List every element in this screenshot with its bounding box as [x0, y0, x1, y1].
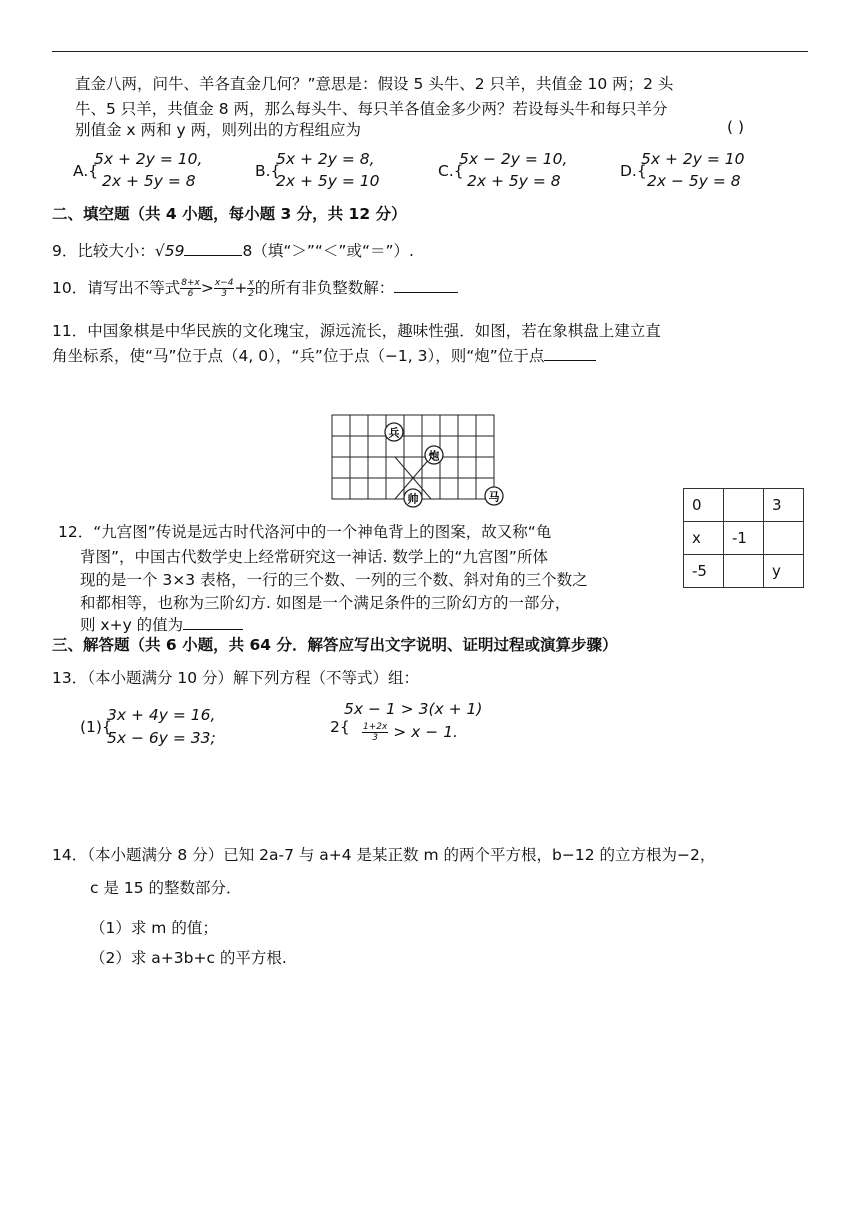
q8-line1: 直金八两，问牛、羊各直金几何？”意思是：假设 5 头牛、2 只羊，共值金 10 两；2 头	[75, 75, 674, 93]
q14-sub1: （1）求 m 的值；	[90, 919, 218, 937]
piece-bing-label: 兵	[388, 426, 400, 440]
table-row	[684, 555, 804, 588]
q14-sub2: （2）求 a+3b+c 的平方根.	[90, 949, 287, 967]
magic-square-grid	[683, 488, 804, 588]
numerator: x	[248, 278, 254, 288]
denominator: 3	[372, 733, 379, 743]
option-label: D.{	[620, 162, 647, 180]
option-eq2: 2x + 5y = 8	[102, 172, 196, 190]
fraction	[214, 278, 235, 299]
q14-line1: 14．（本小题满分 8 分）已知 2a-7 与 a+4 是某正数 m 的两个平方根，b−12 的立方根为−2，	[52, 846, 716, 864]
numerator: x−4	[214, 278, 234, 288]
q12-line4: 和都相等，也称为三阶幻方. 如图是一个满足条件的三阶幻方的一部分，	[80, 594, 571, 612]
section-3-heading: 三、解答题（共 6 小题，共 64 分．解答应写出文字说明、证明过程或演算步骤）	[52, 636, 618, 654]
q8-line3: 别值金 x 两和 y 两，则列出的方程组应为	[75, 121, 362, 139]
fraction	[362, 722, 388, 743]
header-rule	[52, 51, 808, 52]
part1-label: (1){	[80, 718, 112, 736]
piece-ma	[485, 487, 503, 505]
q11-blank	[544, 346, 596, 361]
option-label: C.{	[438, 162, 464, 180]
piece-bing	[385, 423, 403, 441]
grid-cell	[724, 489, 764, 522]
q10-prefix: 10．请写出不等式	[52, 279, 181, 297]
option-eq2: 2x − 5y = 8	[647, 172, 741, 190]
part1-eq1: 3x + 4y = 16,	[107, 706, 216, 724]
gt-sign: >	[200, 279, 214, 297]
option-eq1: 5x + 2y = 10,	[94, 150, 203, 168]
piece-pao	[425, 446, 443, 464]
q10	[52, 276, 458, 299]
grid-cell: x	[684, 522, 724, 555]
part2-label: 2{	[330, 718, 350, 736]
numerator: 1+2x	[363, 722, 388, 732]
grid-cell: -1	[724, 522, 764, 555]
grid-cell: 3	[764, 489, 804, 522]
fraction	[180, 278, 201, 299]
option-eq2: 2x + 5y = 10	[276, 172, 380, 190]
piece-shuai-label: 帅	[407, 492, 419, 506]
numerator: 8+x	[181, 278, 200, 288]
q9-prefix: 9．比较大小：	[52, 242, 155, 260]
q9-suffix: 8（填“＞”“＜”或“＝”）.	[242, 242, 414, 260]
chess-board-figure	[328, 410, 508, 510]
option-eq2: 2x + 5y = 8	[467, 172, 561, 190]
denominator: 6	[187, 289, 194, 299]
option-eq1: 5x − 2y = 10,	[459, 150, 568, 168]
piece-ma-label: 马	[488, 490, 500, 504]
part2-ineq1: 5x − 1 > 3(x + 1)	[344, 700, 483, 718]
q10-suffix: 的所有非负整数解：	[254, 279, 395, 297]
q9-blank	[184, 241, 242, 256]
q11-line2-text: 角坐标系，使“马”位于点（4, 0），“兵”位于点（−1, 3），则“炮”位于点	[52, 347, 545, 365]
q14-line2: c 是 15 的整数部分．	[90, 879, 242, 897]
q13-stem: 13．（本小题满分 10 分）解下列方程（不等式）组：	[52, 669, 420, 687]
option-eq1: 5x + 2y = 10	[641, 150, 745, 168]
q8-line2: 牛、5 只羊，共值金 8 两，那么每头牛、每只羊各值金多少两？若设每头牛和每只羊分	[75, 100, 668, 118]
option-label: A.{	[73, 162, 99, 180]
q12-line2: 背图”，中国古代数学史上经常研究这一神话. 数学上的“九宫图”所体	[80, 548, 548, 566]
option-eq1: 5x + 2y = 8,	[276, 150, 375, 168]
q12-line1: 12．“九宫图”传说是远古时代洛河中的一个神龟背上的图案，故又称“龟	[58, 523, 552, 541]
q11-line1: 11．中国象棋是中华民族的文化瑰宝，源远流长，趣味性强．如图，若在象棋盘上建立直	[52, 322, 661, 340]
sqrt-59: √59	[154, 242, 185, 260]
part2-ineq2	[362, 722, 458, 743]
plus-sign: +	[234, 279, 248, 297]
q12-line5	[80, 613, 243, 635]
grid-cell: y	[764, 555, 804, 588]
grid-cell: -5	[684, 555, 724, 588]
q12-blank	[183, 615, 243, 630]
table-row	[684, 489, 804, 522]
fraction	[247, 278, 254, 299]
q12-line3: 现的是一个 3×3 表格，一行的三个数、一列的三个数、斜对角的三个数之	[80, 571, 588, 589]
q8-answer-paren: ( )	[727, 118, 745, 136]
denominator: 2	[248, 289, 254, 299]
table-row	[684, 522, 804, 555]
part1-eq2: 5x − 6y = 33;	[107, 729, 216, 747]
q9	[52, 239, 414, 261]
q12-line5-text: 则 x+y 的值为	[80, 616, 184, 634]
part2-ineq2-rest: > x − 1.	[393, 723, 458, 741]
grid-cell	[764, 522, 804, 555]
piece-pao-label: 炮	[428, 449, 440, 463]
q10-blank	[394, 278, 458, 293]
grid-cell: 0	[684, 489, 724, 522]
grid-cell	[724, 555, 764, 588]
option-label: B.{	[255, 162, 281, 180]
board-grid	[332, 415, 494, 499]
q11-line2	[52, 344, 596, 366]
section-2-heading: 二、填空题（共 4 小题，每小题 3 分，共 12 分）	[52, 205, 407, 223]
denominator: 3	[221, 289, 227, 299]
piece-shuai	[404, 489, 422, 507]
